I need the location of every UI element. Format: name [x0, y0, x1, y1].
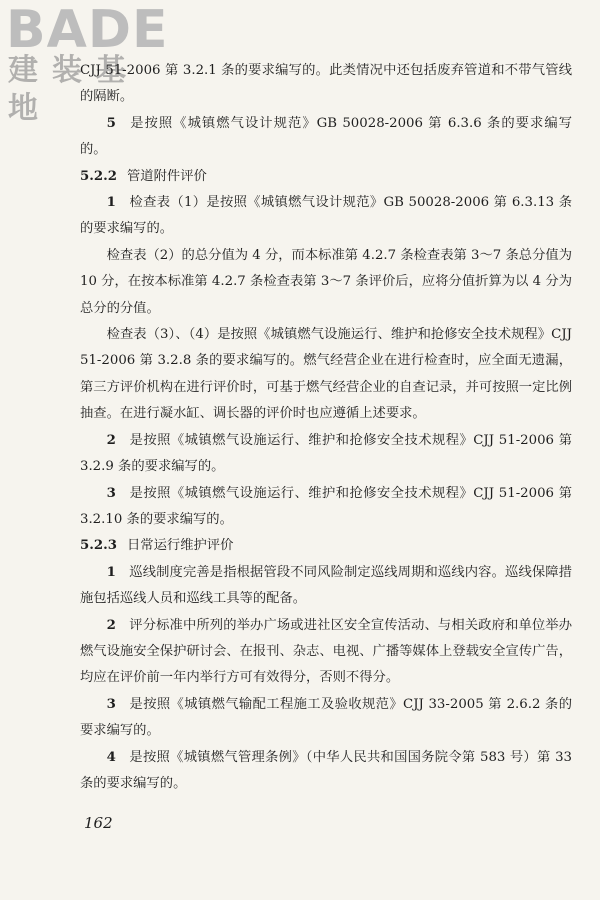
paragraph: 检查表（2）的总分值为 4 分，而本标准第 4.2.7 条检查表第 3～7 条总分值为 10 分，在按本标准第 4.2.7 条检查表第 3～7 条评价后，应将分值折算为以 4 分为总分的分值。 — [80, 247, 572, 316]
item-text: 是按照《城镇燃气设计规范》GB 50028-2006 第 6.3.6 条的要求编写的。 — [80, 115, 572, 158]
item-number: 1 — [106, 195, 116, 211]
list-item — [80, 560, 572, 613]
item-number: 4 — [106, 749, 116, 765]
section-number: 5.2.3 — [80, 538, 118, 554]
paragraph: 检查表（3）、（4）是按照《城镇燃气设施运行、维护和抢修安全技术规程》CJJ 51-2006 第 3.2.8 条的要求编写的。燃气经营企业在进行检查时，应全面无遗漏，第三方评价机构在进行评价时，可基于燃气经营企业的自查记录，并可按照一定比例抽查。在进行凝水缸、调长器的评价时也应遵循上述要求。 — [80, 327, 572, 422]
page-body — [80, 58, 572, 797]
section-heading — [80, 533, 572, 559]
item-number: 3 — [106, 696, 116, 712]
item-number: 1 — [106, 564, 116, 580]
section-title: 日常运行维护评价 — [127, 538, 234, 554]
item-number: 3 — [106, 485, 116, 501]
list-item — [80, 745, 572, 798]
list-item — [80, 111, 572, 164]
list-item — [80, 428, 572, 481]
item-number: 2 — [106, 432, 116, 448]
item-text: 是按照《城镇燃气输配工程施工及验收规范》CJJ 33-2005 第 2.6.2 条的要求编写的。 — [80, 696, 572, 739]
list-item — [80, 190, 572, 243]
item-text: 是按照《城镇燃气设施运行、维护和抢修安全技术规程》CJJ 51-2006 第 3.2.9 条的要求编写的。 — [80, 432, 572, 475]
item-text: 检查表（1）是按照《城镇燃气设计规范》GB 50028-2006 第 6.3.13 条的要求编写的。 — [80, 195, 572, 237]
item-number: 2 — [106, 617, 116, 633]
page-number: 162 — [84, 814, 113, 832]
section-title: 管道附件评价 — [127, 168, 207, 184]
item-text: 是按照《城镇燃气管理条例》（中华人民共和国国务院令第 583 号）第 33 条的要求编写的。 — [80, 749, 572, 791]
list-item — [80, 613, 572, 692]
logo-chinese: 建装基地 — [8, 53, 140, 126]
item-text: 巡线制度完善是指根据管段不同风险制定巡线周期和巡线内容。巡线保障措施包括巡线人员和巡线工具等的配备。 — [80, 564, 572, 607]
item-text: 评分标准中所列的举办广场或进社区安全宣传活动、与相关政府和单位举办燃气设施安全保护研讨会、在报刊、杂志、电视、广播等媒体上登载安全宣传广告，均应在评价前一年内举行方可有效得分，否则不得分。 — [80, 617, 572, 686]
list-item — [80, 692, 572, 745]
list-item — [80, 481, 572, 534]
item-text: 是按照《城镇燃气设施运行、维护和抢修安全技术规程》CJJ 51-2006 第 3.2.10 条的要求编写的。 — [80, 485, 572, 527]
logo-wordmark: BADE — [6, 0, 169, 60]
item-number: 5 — [106, 115, 116, 131]
paragraph-continuation: CJJ 51-2006 第 3.2.1 条的要求编写的。此类情况中还包括废弃管道和不带气管线的隔断。 — [80, 63, 572, 105]
section-heading — [80, 164, 572, 190]
section-number: 5.2.2 — [80, 168, 118, 184]
